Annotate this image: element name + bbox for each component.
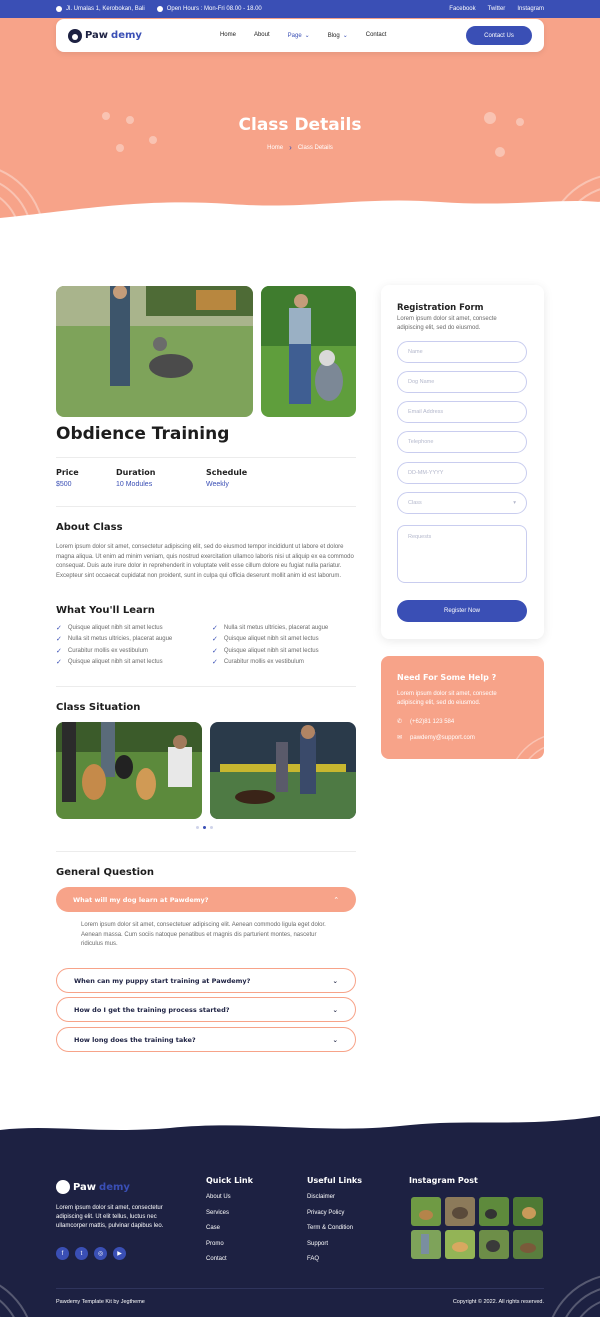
footer-divider [56, 1288, 544, 1289]
footer-link[interactable]: Term & Condition [307, 1225, 354, 1231]
class-title: Obdience Training [56, 424, 230, 444]
help-email-text: pawdemy@support.com [410, 734, 475, 741]
instagram-link[interactable]: Instagram [517, 6, 544, 12]
faq-answer: Lorem ipsum dolor sit amet, consectetuer adipiscing elit. Aenean commodo ligula eget dolor. Aenean massa. Cum sociis natoque penatibus et magnis dis parturient montes, nascetur ridiculus mus. [81, 922, 326, 947]
nav-blog-label: Blog [327, 33, 340, 39]
class-select[interactable] [397, 492, 527, 514]
textarea-placeholder: Requests [408, 534, 432, 540]
top-bar [0, 0, 600, 18]
divider [56, 457, 356, 458]
instagram-thumb[interactable] [445, 1197, 475, 1226]
decorative-rings-icon [484, 709, 544, 759]
divider [56, 686, 356, 687]
check-icon: ✓ [56, 659, 62, 667]
check-icon: ✓ [56, 647, 62, 655]
breadcrumb-home[interactable]: Home [267, 144, 284, 151]
list-item-text: Quisque aliquet nibh sit amet lectus [223, 647, 319, 654]
facebook-icon[interactable]: f [56, 1247, 69, 1260]
about-heading: About Class [56, 522, 123, 533]
footer-link[interactable]: FAQ [307, 1256, 320, 1262]
quick-links-heading: Quick Link [206, 1176, 253, 1185]
about-text: Lorem ipsum dolor sit amet, consectetur adipiscing elit, sed do eiusmod tempor incididunt ut labore et dolore magna aliqua. Ut enim ad minim veniam, quis nostrud exercitation ullamco laboris nisi ut aliquip ex ea commodo consequat. Duis aute irure dolor in reprehenderit in voluptate velit esse cillum dolore eu fugiat nulla pariatur. Excepteur sint occaecat cupidatat non proident, sunt in culpa qui officia deserunt mollit anim id est laborum. [56, 544, 354, 579]
footer-link[interactable]: Support [307, 1240, 329, 1247]
footer-link[interactable]: Promo [206, 1240, 224, 1247]
instagram-section [409, 1176, 478, 1194]
list-item-text: Nulla sit metus ultricies, placerat augue [67, 636, 173, 643]
form-title: Registration Form [397, 303, 484, 313]
input-placeholder: Telephone [408, 439, 434, 445]
social-links [56, 1247, 126, 1260]
meta-value: $500 [56, 481, 72, 488]
chevron-down-icon: ⌄ [332, 1035, 338, 1044]
nav-blog[interactable] [328, 32, 348, 39]
faq-question: How do I get the training process started? [74, 1005, 230, 1014]
footer-credit: Pawdemy Template Kit by Jegtheme [56, 1299, 145, 1305]
carousel-dots [196, 826, 213, 829]
learn-heading: What You'll Learn [56, 605, 155, 616]
meta-schedule [206, 468, 266, 488]
faq-item[interactable] [56, 968, 356, 993]
register-now-button[interactable]: Register Now [397, 600, 527, 622]
faq-question: What will my dog learn at Pawdemy? [73, 895, 209, 904]
faq-heading: General Question [56, 867, 155, 878]
help-card [381, 656, 544, 759]
carousel-dot[interactable] [196, 826, 199, 829]
dog-training-photo [261, 286, 356, 417]
instagram-thumb[interactable] [513, 1230, 543, 1259]
site-footer [0, 1108, 600, 1317]
meta-label: Schedule [206, 468, 248, 477]
form-subtitle: Lorem ipsum dolor sit amet, consecte adipiscing elit, sed do eiusmod. [397, 316, 497, 331]
check-icon: ✓ [212, 624, 218, 632]
chevron-down-icon: ▾ [513, 500, 516, 506]
meta-value: Weekly [206, 481, 229, 488]
instagram-grid [411, 1197, 543, 1259]
breadcrumb [0, 143, 600, 152]
location-pin-icon [56, 6, 62, 12]
class-photo-1 [56, 286, 253, 417]
check-icon: ✓ [212, 647, 218, 655]
list-item-text: Quisque aliquet nibh sit amet lectus [67, 659, 163, 666]
input-placeholder: DD-MM-YYYY [408, 470, 444, 476]
footer-link[interactable]: Privacy Policy [307, 1209, 345, 1216]
carousel-dot-active[interactable] [203, 826, 206, 829]
learn-list [56, 624, 356, 666]
hero-wave-divider [0, 190, 600, 230]
date-input[interactable] [397, 462, 527, 484]
main-navbar [56, 19, 544, 52]
chevron-right-icon: › [289, 143, 292, 152]
faq-question: How long does the training take? [74, 1035, 196, 1044]
list-item-text: Nulla sit metus ultricies, placerat augue [223, 624, 329, 631]
list-item-text: Quisque aliquet nibh sit amet lectus [67, 624, 163, 631]
situation-photo-1[interactable] [56, 722, 202, 819]
list-item [212, 624, 356, 632]
instagram-heading: Instagram Post [409, 1176, 478, 1185]
clock-icon [157, 6, 163, 12]
chevron-down-icon: ⌄ [332, 976, 338, 985]
quick-links [206, 1176, 253, 1272]
nav-page-label: Page [287, 33, 302, 39]
divider [56, 506, 356, 507]
phone-icon: ✆ [397, 719, 403, 725]
useful-links [307, 1176, 362, 1272]
breadcrumb-current: Class Details [297, 144, 333, 151]
nav-menu [220, 32, 386, 39]
meta-price [56, 468, 116, 488]
nav-contact[interactable]: Contact [365, 32, 387, 38]
hours-text: Open Hours : Mon-Fri 08.00 - 18.00 [166, 6, 262, 12]
dog-training-photo [56, 286, 253, 417]
situation-photo-2[interactable] [210, 722, 356, 819]
dog-logo-icon [56, 1180, 70, 1194]
copyright-text: Copyright © 2022. All rights reserved. [452, 1299, 544, 1305]
class-meta [56, 468, 266, 488]
dogs-group-photo [56, 722, 202, 819]
mail-icon: ✉ [397, 735, 403, 741]
list-item [212, 636, 356, 644]
page-title: Class Details [238, 115, 362, 135]
nav-page[interactable] [288, 32, 310, 39]
instagram-thumb[interactable] [445, 1230, 475, 1259]
faq-item-open[interactable] [56, 887, 356, 912]
telephone-input[interactable] [397, 431, 527, 453]
list-item [212, 659, 356, 667]
instagram-thumb[interactable] [411, 1230, 441, 1259]
footer-about: Lorem ipsum dolor sit amet, consectetur adipiscing elit. Ut elit tellus, luctus nec ullamcorper mattis, pulvinar dapibus leo. [56, 1205, 164, 1229]
email-input[interactable] [397, 401, 527, 423]
instagram-thumb[interactable] [411, 1197, 441, 1226]
registration-form [381, 285, 544, 639]
list-item-text: Curabitur mollis ex vestibulum [67, 647, 148, 654]
footer-link[interactable]: Disclaimer [307, 1194, 336, 1200]
instagram-thumb[interactable] [513, 1197, 543, 1226]
requests-textarea[interactable] [397, 525, 527, 583]
situation-heading: Class Situation [56, 702, 141, 713]
list-item [56, 647, 212, 655]
brand-name-part1: Paw [85, 30, 109, 41]
instagram-icon[interactable]: ◎ [94, 1247, 107, 1260]
list-item-text: Curabitur mollis ex vestibulum [223, 659, 304, 666]
meta-label: Duration [116, 468, 156, 477]
youtube-icon[interactable]: ▶ [113, 1247, 126, 1260]
list-item [56, 624, 212, 632]
meta-duration [116, 468, 206, 488]
footer-link[interactable]: About Us [206, 1194, 231, 1200]
list-item-text: Quisque aliquet nibh sit amet lectus [223, 636, 319, 643]
brand-name-part2: demy [99, 1181, 130, 1193]
instagram-thumb[interactable] [479, 1230, 509, 1259]
meta-label: Price [56, 468, 79, 477]
check-icon: ✓ [56, 624, 62, 632]
instagram-thumb[interactable] [479, 1197, 509, 1226]
nav-home[interactable]: Home [219, 32, 236, 38]
facebook-link[interactable]: Facebook [449, 6, 476, 12]
carousel-dot[interactable] [210, 826, 213, 829]
list-item [56, 636, 212, 644]
list-item [212, 647, 356, 655]
footer-logo[interactable] [56, 1180, 130, 1194]
input-placeholder: Name [408, 349, 423, 355]
footer-link[interactable]: Case [206, 1225, 221, 1231]
help-phone-text: (+62)81 123 584 [410, 718, 455, 725]
check-icon: ✓ [212, 636, 218, 644]
brand-name-part2: demy [111, 30, 142, 41]
dog-name-input[interactable] [397, 371, 527, 393]
address-text: Jl. Umalas 1, Kerobokan, Bali [66, 6, 145, 12]
indoor-training-photo [210, 722, 356, 819]
contact-us-button[interactable]: Contact Us [466, 26, 532, 45]
footer-link[interactable]: Contact [206, 1256, 227, 1262]
chevron-down-icon: ⌄ [342, 33, 348, 39]
input-placeholder: Dog Name [408, 379, 435, 385]
twitter-link[interactable]: Twitter [487, 6, 506, 12]
name-input[interactable] [397, 341, 527, 363]
input-placeholder: Email Address [408, 409, 444, 415]
help-phone[interactable] [397, 718, 454, 725]
chevron-down-icon: ⌄ [304, 33, 310, 39]
brand-logo[interactable] [68, 29, 142, 43]
help-subtitle: Lorem ipsum dolor sit amet, consecte adipiscing elit, sed do eiusmod. [397, 691, 497, 706]
meta-value: 10 Modules [116, 481, 153, 488]
class-photo-2 [261, 286, 356, 417]
nav-about[interactable]: About [253, 32, 270, 38]
brand-name-part1: Paw [73, 1181, 97, 1193]
faq-item[interactable] [56, 1027, 356, 1052]
dog-logo-icon [68, 29, 82, 43]
footer-link[interactable]: Services [206, 1209, 230, 1216]
chevron-up-icon: ⌃ [333, 895, 339, 904]
faq-item[interactable] [56, 997, 356, 1022]
list-item [56, 659, 212, 667]
faq-question: When can my puppy start training at Pawdemy? [74, 976, 251, 985]
check-icon: ✓ [56, 636, 62, 644]
help-email[interactable] [397, 734, 475, 741]
select-placeholder: Class [408, 500, 422, 506]
chevron-down-icon: ⌄ [332, 1005, 338, 1014]
footer-wave-divider [0, 1108, 600, 1142]
divider [56, 851, 356, 852]
help-title: Need For Some Help ? [397, 673, 497, 682]
twitter-icon[interactable]: t [75, 1247, 88, 1260]
check-icon: ✓ [212, 659, 218, 667]
useful-links-heading: Useful Links [307, 1176, 363, 1185]
